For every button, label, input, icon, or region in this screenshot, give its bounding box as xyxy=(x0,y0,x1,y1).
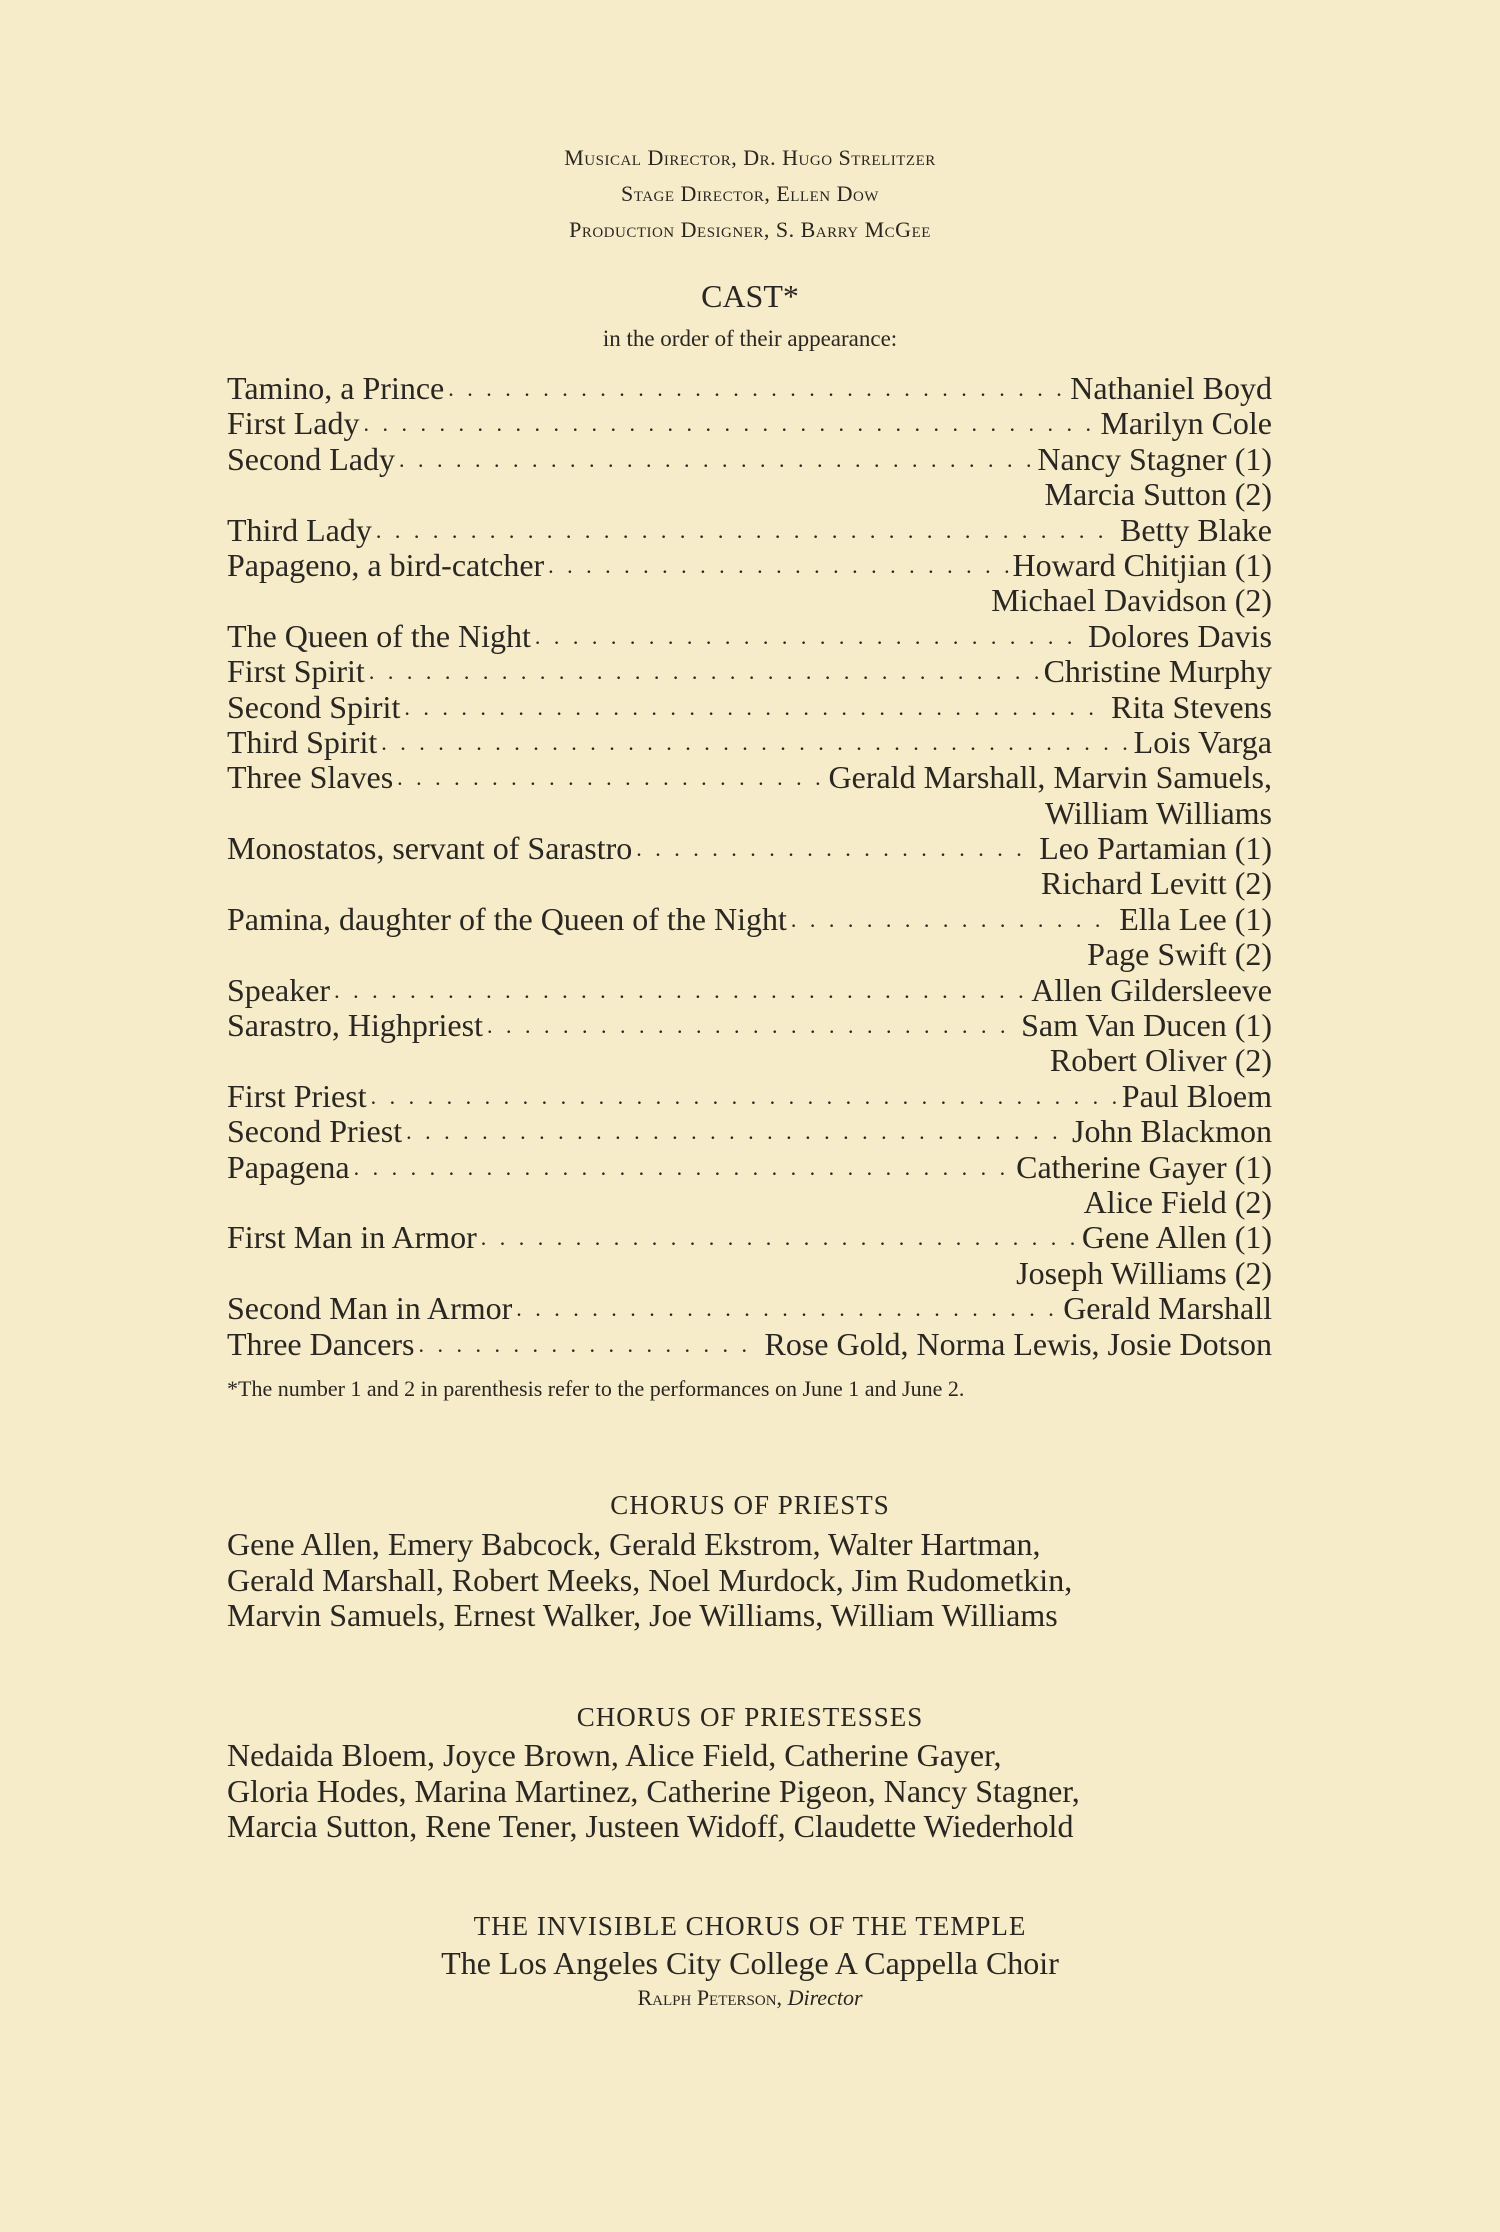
cast-row xyxy=(227,831,1272,866)
cast-row xyxy=(227,760,1272,795)
cast-role: The Queen of the Night xyxy=(227,617,531,654)
cast-performer: Gerald Marshall, Marvin Samuels, xyxy=(828,759,1272,796)
cast-performer: Catherine Gayer (1) xyxy=(1016,1148,1272,1185)
cast-performer: Nancy Stagner (1) xyxy=(1037,440,1272,477)
cast-row-alternate xyxy=(227,583,1272,618)
cast-row xyxy=(227,1079,1272,1114)
footnote: *The number 1 and 2 in parenthesis refer to the performances on June 1 and June 2. xyxy=(227,1376,965,1401)
leader-dots xyxy=(363,406,1096,441)
cast-alternate-performer: Alice Field (2) xyxy=(1083,1183,1272,1220)
cast-performer: Nathaniel Boyd xyxy=(1070,370,1272,406)
cast-performer: Ella Lee (1) xyxy=(1119,900,1272,937)
cast-alternate-performer: Page Swift (2) xyxy=(1087,936,1272,973)
leader-dots xyxy=(535,619,1084,654)
cast-performer: Howard Chitjian (1) xyxy=(1012,546,1272,583)
priests-names xyxy=(227,1527,1272,1634)
cast-row xyxy=(227,619,1272,654)
cast-role: First Spirit xyxy=(227,653,365,690)
cast-performer: Gene Allen (1) xyxy=(1081,1219,1272,1256)
cast-row xyxy=(227,902,1272,937)
cast-role: Tamino, a Prince xyxy=(227,370,445,406)
cast-row-alternate xyxy=(227,796,1272,831)
cast-role: Second Spirit xyxy=(227,688,401,725)
cast-row xyxy=(227,1114,1272,1149)
cast-title: CAST* xyxy=(701,278,799,314)
leader-dots xyxy=(381,725,1129,760)
leader-dots xyxy=(354,1150,1013,1185)
cast-performer: Sam Van Ducen (1) xyxy=(1021,1007,1272,1044)
priests-line: Marvin Samuels, Ernest Walker, Joe Williams, William Williams xyxy=(227,1597,1058,1633)
cast-row xyxy=(227,371,1272,406)
cast-alternate-performer: Richard Levitt (2) xyxy=(1040,865,1272,902)
cast-performer: Betty Blake xyxy=(1120,511,1272,548)
leader-dots xyxy=(516,1291,1059,1326)
priests-line: Gene Allen, Emery Babcock, Gerald Ekstrom, Walter Hartman, xyxy=(227,1526,1041,1562)
priestesses-line: Nedaida Bloem, Joyce Brown, Alice Field, Catherine Gayer, xyxy=(227,1737,1002,1773)
cast-alternate-performer: Joseph Williams (2) xyxy=(1016,1254,1272,1291)
cast-row xyxy=(227,1291,1272,1326)
cast-row xyxy=(227,1150,1272,1185)
cast-role: Papagena xyxy=(227,1148,350,1185)
priestesses-heading: CHORUS OF PRIESTESSES xyxy=(576,1702,924,1732)
cast-row xyxy=(227,725,1272,760)
leader-dots xyxy=(548,548,1008,583)
cast-performer: Rose Gold, Norma Lewis, Josie Dotson xyxy=(764,1325,1272,1362)
cast-row xyxy=(227,548,1272,583)
credit-production-designer: Production Designer, S. Barry McGee xyxy=(569,217,931,242)
priests-line: Gerald Marshall, Robert Meeks, Noel Murdock, Jim Rudometkin, xyxy=(227,1561,1073,1598)
cast-row xyxy=(227,1327,1272,1362)
cast-role: Third Spirit xyxy=(227,723,378,760)
cast-row xyxy=(227,513,1272,548)
cast-row xyxy=(227,1220,1272,1255)
cast-row-alternate xyxy=(227,937,1272,972)
choir-director xyxy=(0,1985,1500,2011)
cast-row xyxy=(227,690,1272,725)
cast-row-alternate xyxy=(227,1185,1272,1220)
cast-performer: Marilyn Cole xyxy=(1100,405,1272,442)
priests-heading: CHORUS OF PRIESTS xyxy=(610,1490,890,1520)
leader-dots xyxy=(397,760,824,795)
cast-role: First Priest xyxy=(227,1077,367,1114)
cast-subtitle: in the order of their appearance: xyxy=(602,326,898,351)
cast-role: Three Slaves xyxy=(227,759,394,796)
choir-director-name: Ralph Peterson, xyxy=(637,1985,783,2010)
leader-dots xyxy=(487,1008,1017,1043)
leader-dots xyxy=(418,1327,760,1362)
cast-performer: Allen Gildersleeve xyxy=(1031,971,1272,1008)
cast-alternate-performer: Michael Davidson (2) xyxy=(991,582,1272,619)
choir-director-title: Director xyxy=(787,1985,863,2010)
cast-performer: Christine Murphy xyxy=(1043,653,1272,690)
cast-performer: Rita Stevens xyxy=(1111,688,1272,725)
cast-role: Third Lady xyxy=(227,511,372,548)
cast-role: Second Man in Armor xyxy=(227,1290,513,1327)
leader-dots xyxy=(371,1079,1118,1114)
cast-role: Pamina, daughter of the Queen of the Night xyxy=(227,900,787,937)
choir-name: The Los Angeles City College A Cappella Choir xyxy=(441,1945,1059,1981)
leader-dots xyxy=(404,690,1107,725)
cast-performer: John Blackmon xyxy=(1072,1113,1272,1150)
cast-performer: Dolores Davis xyxy=(1088,617,1272,654)
leader-dots xyxy=(369,654,1040,689)
cast-row-alternate xyxy=(227,1256,1272,1291)
cast-row xyxy=(227,654,1272,689)
cast-alternate-performer: William Williams xyxy=(1044,794,1272,831)
leader-dots xyxy=(399,442,1033,477)
cast-role: Three Dancers xyxy=(227,1325,415,1362)
credit-musical-director: Musical Director, Dr. Hugo Strelitzer xyxy=(564,145,936,170)
priestesses-names xyxy=(227,1738,1272,1845)
cast-performer: Paul Bloem xyxy=(1121,1077,1272,1114)
cast-row-alternate xyxy=(227,1043,1272,1078)
cast-alternate-performer: Marcia Sutton (2) xyxy=(1044,476,1272,513)
cast-role: Second Priest xyxy=(227,1113,403,1150)
cast-alternate-performer: Robert Oliver (2) xyxy=(1049,1042,1272,1079)
cast-row xyxy=(227,973,1272,1008)
cast-row xyxy=(227,1008,1272,1043)
leader-dots xyxy=(334,973,1027,1008)
cast-role: First Man in Armor xyxy=(227,1219,477,1256)
priestesses-line: Gloria Hodes, Marina Martinez, Catherine Pigeon, Nancy Stagner, xyxy=(227,1772,1080,1809)
credit-stage-director: Stage Director, Ellen Dow xyxy=(621,181,879,206)
cast-performer: Lois Varga xyxy=(1133,723,1272,760)
leader-dots xyxy=(448,371,1066,406)
cast-role: Sarastro, Highpriest xyxy=(227,1007,483,1044)
cast-role: Papageno, a bird-catcher xyxy=(227,546,545,583)
production-credits xyxy=(0,140,1500,248)
cast-row-alternate xyxy=(227,477,1272,512)
cast-performer: Leo Partamian (1) xyxy=(1039,830,1272,867)
cast-list xyxy=(227,371,1272,1362)
leader-dots xyxy=(376,513,1116,548)
cast-row xyxy=(227,406,1272,441)
priestesses-line: Marcia Sutton, Rene Tener, Justeen Widoff, Claudette Wiederhold xyxy=(227,1808,1074,1844)
leader-dots xyxy=(406,1114,1068,1149)
leader-dots xyxy=(481,1220,1078,1255)
cast-role: First Lady xyxy=(227,405,360,442)
cast-role: Speaker xyxy=(227,971,331,1008)
cast-row-alternate xyxy=(227,866,1272,901)
cast-row xyxy=(227,442,1272,477)
cast-role: Monostatos, servant of Sarastro xyxy=(227,830,633,867)
leader-dots xyxy=(791,902,1115,937)
leader-dots xyxy=(636,831,1035,866)
cast-performer: Gerald Marshall xyxy=(1063,1290,1272,1327)
invisible-chorus-heading: THE INVISIBLE CHORUS OF THE TEMPLE xyxy=(473,1911,1027,1941)
cast-role: Second Lady xyxy=(227,440,395,477)
